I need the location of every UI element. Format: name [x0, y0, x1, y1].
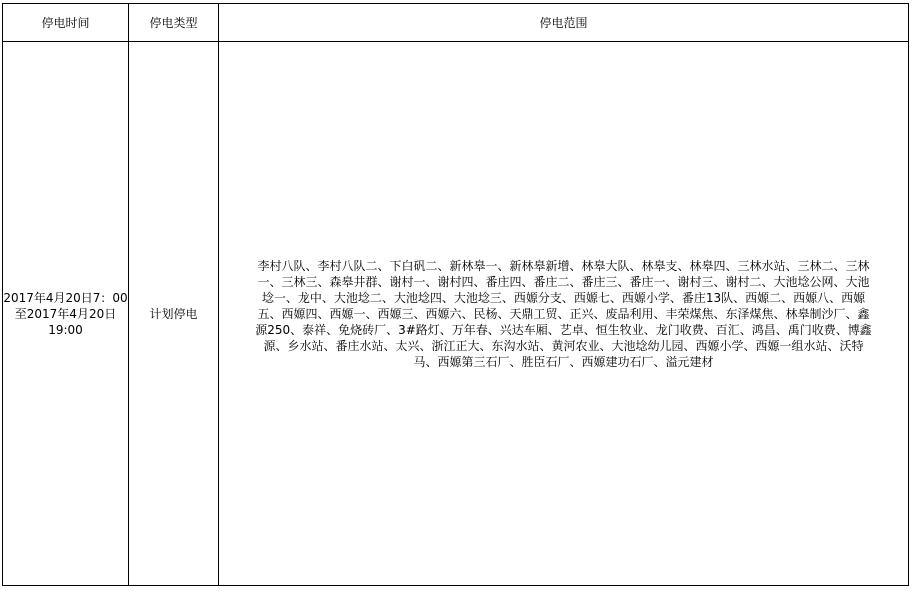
outage-area-line: 源250、泰祥、免烧砖厂、3#路灯、万年春、兴达车厢、艺卓、恒生牧业、龙门收费、百汇、鸿昌、禹门收费、博鑫 — [255, 322, 872, 337]
outage-time-end: 至2017年4月20日 — [14, 306, 117, 321]
outage-time-start: 2017年4月20日7：00 — [3, 290, 128, 305]
outage-area-line: 源、乡水站、番庄水站、太兴、浙江正大、东沟水站、黄河农业、大池埝幼儿园、西嫄小学、西嫄一组水站、沃特 — [263, 338, 864, 353]
outage-area-cell — [219, 42, 909, 586]
outage-time-end-clock: 19:00 — [48, 322, 83, 337]
header-outage-type: 停电类型 — [129, 4, 219, 42]
outage-area-line: 马、西嫄第三石厂、胜臣石厂、西嫄建功石厂、溢元建材 — [413, 354, 714, 369]
outage-area-line: 五、西嫄四、西嫄一、西嫄三、西嫄六、民杨、天鼎工贸、正兴、废品利用、丰荣煤焦、东泽煤焦、林皋制沙厂、鑫 — [257, 306, 870, 321]
outage-area-line: 埝一、龙中、大池埝二、大池埝四、大池埝三、西嫄分支、西嫄七、西嫄小学、番庄13队、西嫄二、西嫄八、西嫄 — [261, 290, 866, 305]
outage-area-line: 一、三林三、森皋井群、谢村一、谢村四、番庄四、番庄二、番庄三、番庄一、谢村三、谢村二、大池埝公网、大池 — [257, 274, 870, 289]
outage-area-line: 李村八队、李村八队二、下白矾二、新林皋一、新林皋新增、林皋大队、林皋支、林皋四、三林水站、三林二、三林 — [257, 258, 870, 273]
header-outage-area: 停电范围 — [219, 4, 909, 42]
outage-time-cell — [3, 42, 129, 586]
outage-type-cell: 计划停电 — [129, 42, 219, 586]
table-row — [3, 42, 909, 586]
header-row — [3, 4, 909, 42]
outage-table — [2, 3, 909, 586]
header-outage-time: 停电时间 — [3, 4, 129, 42]
